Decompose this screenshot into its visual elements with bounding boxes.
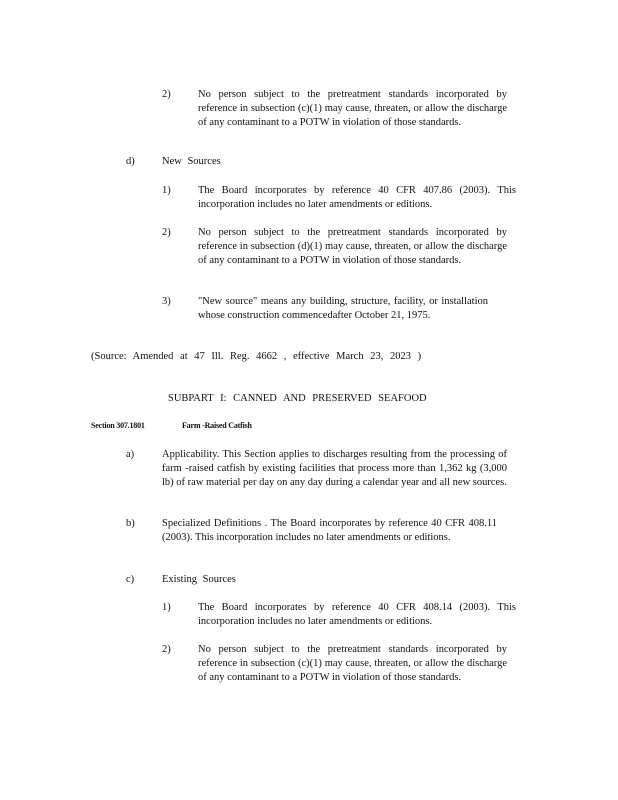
paragraph: The Board incorporates by reference 40 CFR 408.14 (2003). This incorporation includes no later amendments or editions. [198,602,516,627]
item-number: 1) [162,602,171,613]
paragraph: No person subject to the pretreatment standards incorporated by reference in subsection (c)(1) may cause, threaten, or allow the discharge of any contaminant to a POTW in violation of those standards. [198,644,507,683]
paragraph: Applicability. This Section applies to discharges resulting from the processing of farm -raised catfish by existing facilities that process more than 1,362 kg (3,000 lb) of raw material per day on any day during a calendar year and all new sources. [162,449,507,488]
paragraph: Specialized Definitions . The Board incorporates by reference 40 CFR 408.11 (2003). This incorporation includes no later amendments or editions. [162,518,497,543]
item-number: 1) [162,185,171,196]
subpart-heading: SUBPART I: CANNED AND PRESERVED SEAFOOD [168,393,427,404]
subsection-title: New Sources [162,156,221,167]
item-number: 3) [162,296,171,307]
section-title: Farm -Raised Catfish [182,421,252,430]
item-number: 2) [162,227,171,238]
paragraph: No person subject to the pretreatment standards incorporated by reference in subsection (d)(1) may cause, threaten, or allow the discharge of any contaminant to a POTW in violation of those standards. [198,227,507,266]
paragraph: The Board incorporates by reference 40 CFR 407.86 (2003). This incorporation includes no later amendments or editions. [198,185,516,210]
subsection-title: Existing Sources [162,574,236,585]
subsection-label: c) [126,574,135,585]
item-number: 2) [162,89,171,100]
subsection-label: a) [126,449,135,460]
paragraph: "New source" means any building, structure, facility, or installation whose construction commencedafter October 21, 1975. [198,296,488,321]
section-number: Section 307.1801 [91,421,145,430]
source-note: (Source: Amended at 47 Ill. Reg. 4662 , effective March 23, 2023 ) [91,351,422,362]
paragraph: No person subject to the pretreatment standards incorporated by reference in subsection (c)(1) may cause, threaten, or allow the discharge of any contaminant to a POTW in violation of those standards. [198,89,507,128]
subsection-label: b) [126,518,135,529]
subsection-label: d) [126,156,135,167]
item-number: 2) [162,644,171,655]
